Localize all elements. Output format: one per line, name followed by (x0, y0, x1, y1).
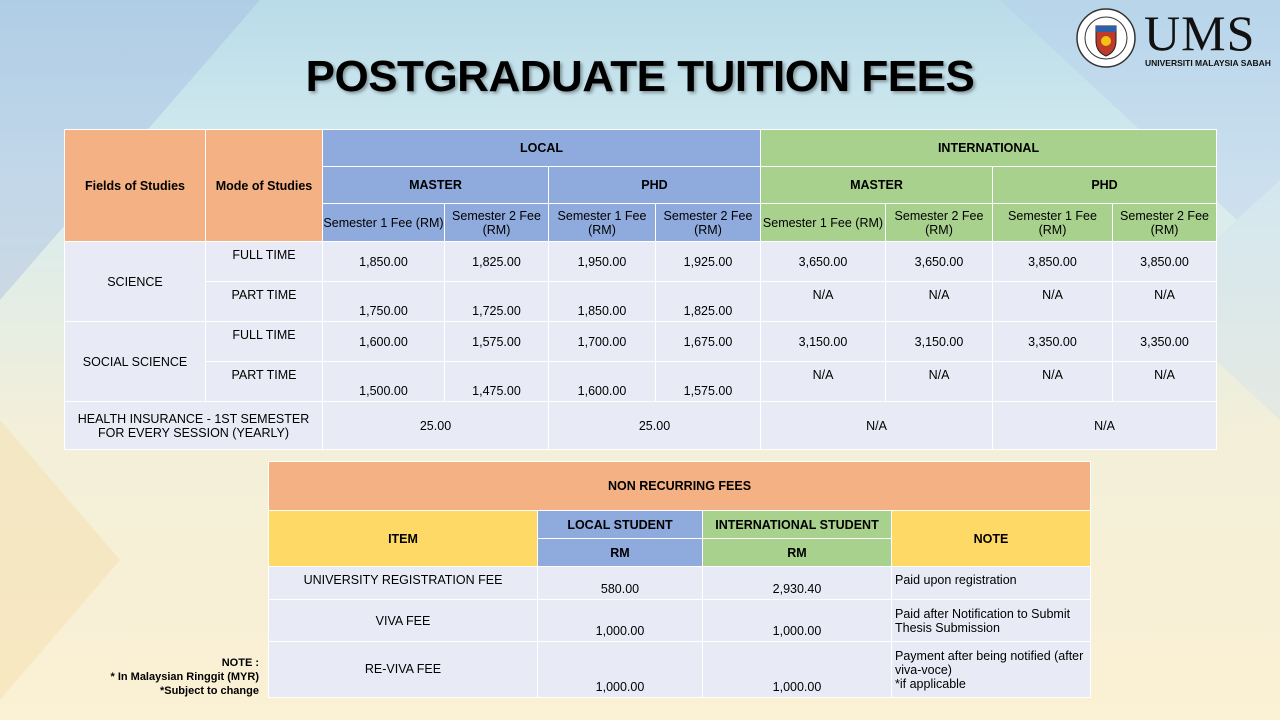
footnote-title: NOTE : (221, 657, 259, 669)
nrf-intl-fee: 1,000.00 (703, 600, 892, 642)
fee-cell: 3,350.00 (993, 322, 1113, 362)
fee-cell: N/A (993, 362, 1113, 402)
nrf-local-fee: 1,000.00 (538, 600, 703, 642)
fee-cell: 1,725.00 (445, 282, 549, 322)
fee-cell: 1,500.00 (323, 362, 445, 402)
fee-cell: 1,675.00 (656, 322, 761, 362)
fee-cell: 1,575.00 (445, 322, 549, 362)
fee-cell: 1,850.00 (549, 282, 656, 322)
fee-cell: 1,825.00 (656, 282, 761, 322)
fee-cell: 1,825.00 (445, 242, 549, 282)
fee-cell: 3,350.00 (1113, 322, 1217, 362)
fee-cell: 1,600.00 (549, 362, 656, 402)
fee-cell: 3,850.00 (993, 242, 1113, 282)
fee-cell: 1,475.00 (445, 362, 549, 402)
footnote-currency: * In Malaysian Ringgit (MYR) (110, 671, 259, 683)
fee-cell: 3,650.00 (761, 242, 886, 282)
nrf-note: Paid after Notification to Submit Thesis Submission (892, 600, 1091, 642)
fee-cell: N/A (993, 282, 1113, 322)
nrf-intl-fee: 1,000.00 (703, 642, 892, 698)
nrf-header-intl: INTERNATIONAL STUDENT (703, 511, 892, 539)
fee-cell: 1,850.00 (323, 242, 445, 282)
fee-cell: 3,850.00 (1113, 242, 1217, 282)
header-mode-of-studies: Mode of Studies (206, 130, 323, 242)
header-sem1: Semester 1 Fee (RM) (993, 204, 1113, 242)
fee-cell: N/A (761, 362, 886, 402)
fee-cell: N/A (993, 402, 1217, 450)
fee-cell: N/A (1113, 282, 1217, 322)
non-recurring-fees-table (268, 461, 1091, 698)
nrf-header-rm: RM (703, 539, 892, 567)
fee-cell: 1,600.00 (323, 322, 445, 362)
fee-cell: N/A (761, 402, 993, 450)
mode-part-time: PART TIME (206, 282, 323, 322)
fee-cell: 3,150.00 (761, 322, 886, 362)
fee-cell: 1,750.00 (323, 282, 445, 322)
header-intl-phd: PHD (993, 167, 1217, 204)
header-local-phd: PHD (549, 167, 761, 204)
nrf-header-item: ITEM (269, 511, 538, 567)
nrf-local-fee: 1,000.00 (538, 642, 703, 698)
mode-full-time: FULL TIME (206, 322, 323, 362)
header-international: INTERNATIONAL (761, 130, 1217, 167)
fee-cell: 1,575.00 (656, 362, 761, 402)
fee-cell: 25.00 (323, 402, 549, 450)
nrf-local-fee: 580.00 (538, 567, 703, 600)
header-sem1: Semester 1 Fee (RM) (761, 204, 886, 242)
nrf-note: Paid upon registration (892, 567, 1091, 600)
mode-part-time: PART TIME (206, 362, 323, 402)
logo-subtitle: UNIVERSITI MALAYSIA SABAH (1145, 58, 1271, 68)
header-sem2: Semester 2 Fee (RM) (445, 204, 549, 242)
nrf-note: Payment after being notified (after viva-voce) *if applicable (892, 642, 1091, 698)
field-science: SCIENCE (65, 242, 206, 322)
nrf-item: UNIVERSITY REGISTRATION FEE (269, 567, 538, 600)
fee-cell: 1,925.00 (656, 242, 761, 282)
header-sem2: Semester 2 Fee (RM) (886, 204, 993, 242)
header-sem1: Semester 1 Fee (RM) (323, 204, 445, 242)
header-local-master: MASTER (323, 167, 549, 204)
header-sem2: Semester 2 Fee (RM) (656, 204, 761, 242)
page-title: POSTGRADUATE TUITION FEES (305, 52, 975, 101)
nrf-intl-fee: 2,930.40 (703, 567, 892, 600)
fee-cell: N/A (886, 282, 993, 322)
university-seal-icon (1076, 8, 1136, 68)
fee-cell: N/A (886, 362, 993, 402)
nrf-header-rm: RM (538, 539, 703, 567)
field-social-science: SOCIAL SCIENCE (65, 322, 206, 402)
fee-cell: 3,650.00 (886, 242, 993, 282)
fee-cell: N/A (761, 282, 886, 322)
fee-cell: 1,950.00 (549, 242, 656, 282)
footnote (60, 656, 259, 698)
logo-wordmark: UMS (1144, 5, 1256, 61)
fee-cell: N/A (1113, 362, 1217, 402)
nrf-header-local: LOCAL STUDENT (538, 511, 703, 539)
tuition-fees-table (64, 129, 1217, 450)
nrf-title: NON RECURRING FEES (269, 462, 1091, 511)
nrf-header-note: NOTE (892, 511, 1091, 567)
footnote-subject-to-change: *Subject to change (159, 685, 259, 697)
header-fields-of-studies: Fields of Studies (65, 130, 206, 242)
health-insurance-label: HEALTH INSURANCE - 1ST SEMESTER FOR EVERY SESSION (YEARLY) (65, 402, 323, 450)
fee-cell: 25.00 (549, 402, 761, 450)
header-local: LOCAL (323, 130, 761, 167)
header-sem2: Semester 2 Fee (RM) (1113, 204, 1217, 242)
header-sem1: Semester 1 Fee (RM) (549, 204, 656, 242)
fee-cell: 1,700.00 (549, 322, 656, 362)
fee-cell: 3,150.00 (886, 322, 993, 362)
nrf-item: RE-VIVA FEE (269, 642, 538, 698)
nrf-item: VIVA FEE (269, 600, 538, 642)
mode-full-time: FULL TIME (206, 242, 323, 282)
header-intl-master: MASTER (761, 167, 993, 204)
ums-logo (1076, 5, 1271, 68)
